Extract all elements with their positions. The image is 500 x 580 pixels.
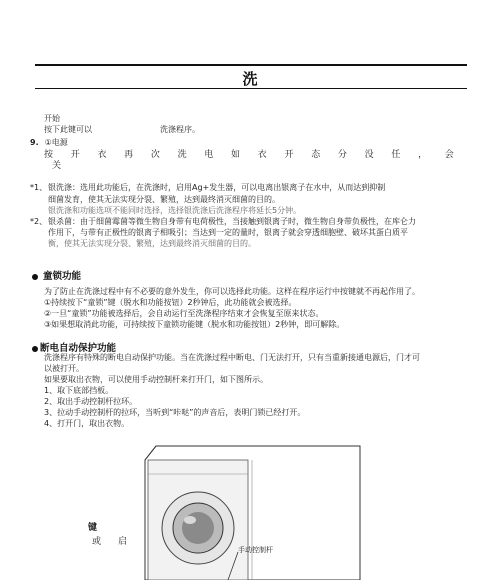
power-off-title: 断电自动保护功能 (40, 343, 117, 354)
bullet-icon (32, 346, 38, 352)
start-line-b: 洗涤程序。 (160, 125, 200, 134)
power-spread-char: 电 (204, 150, 214, 160)
power-spread-char: 如 (231, 150, 241, 160)
child-lock-item: ③如果想取消此功能，可持续按下童锁功能键（脱水和功能按钮）2秒钟，即可解除。 (44, 320, 345, 329)
power-off-step: 1、取下底部挡板。 (44, 386, 114, 395)
power-spread-char: ， (418, 150, 428, 160)
power-heading (30, 137, 68, 148)
child-lock-intro: 为了防止在洗涤过程中有不必要的意外发生，你可以选择此功能。这样在程序运行中按键就不再起作用了。 (44, 287, 420, 296)
power-spread-char: 衣 (257, 150, 267, 160)
note1-line3: 银洗涤和功能选项不能同时选择，选择银洗涤后洗涤程序将延长5分钟。 (48, 206, 302, 215)
power-off-line2: 以被打开。 (44, 364, 84, 373)
note2-line2: 作用下，与带有正极性的银离子相吸引；当达到一定的量时，银离子就会穿透细胞壁、破坏其蛋白质平 (48, 228, 408, 237)
power-spread-char: 按 (44, 150, 54, 160)
figure-label-key: 键 (88, 523, 98, 533)
power-off-step: 4、打开门，取出衣物。 (44, 419, 130, 428)
note2-line3: 衡，使其无法实现分裂、繁殖，达到最终消灭细菌的目的。 (48, 239, 256, 248)
power-spread-char: 分 (337, 150, 347, 160)
figure-label-or: 或 (92, 537, 102, 547)
child-lock-title: 童锁功能 (43, 271, 82, 282)
lever-caption: 手动控制杆 (238, 546, 273, 554)
power-off-line3: 如果要取出衣物，可以使用手动控制杆来打开门，如下图所示。 (44, 375, 268, 384)
power-spread-char: 开 (284, 150, 294, 160)
power-spread-char: 任 (391, 150, 401, 160)
note2-marker: *2、 (30, 217, 48, 226)
note2-line1: 银杀菌：由于细菌霉菌等微生物自身带有电荷极性，当接触到银离子时，微生物自身带负极性，在库仑力 (48, 217, 416, 226)
child-lock-item: ①持续按下“童锁”键（脱水和功能按钮）2秒钟后，此功能就会被选择。 (44, 298, 297, 307)
power-label: 电源 (51, 138, 68, 147)
child-lock-heading (32, 268, 81, 282)
note1-marker: *1、 (30, 183, 48, 192)
power-spread-char: 次 (150, 150, 160, 160)
power-off-step: 2、取出手动控制杆拉环。 (44, 397, 138, 406)
bullet-icon (32, 274, 38, 280)
power-off-line1: 洗涤程序有特殊的断电自动保护功能。当在洗涤过程中断电、门无法打开，只有当重新接通电源后，门才可 (44, 353, 420, 362)
power-icon: ① (44, 138, 52, 147)
start-line-a: 按下此键可以 (44, 125, 92, 134)
power-spread-char: 会 (444, 150, 454, 160)
power-spread-char: 衣 (97, 150, 107, 160)
power-number: 9. (30, 138, 39, 147)
power-spread-line (44, 149, 454, 161)
power-spread-char: 洗 (177, 150, 187, 160)
title-rule (35, 88, 467, 89)
top-rule (35, 64, 467, 66)
note1-line2: 细菌发育，使其无法实现分裂、繁殖，达到最终消灭细菌的目的。 (48, 195, 280, 204)
power-last-line: 关 (52, 161, 62, 171)
note1-line1: 银洗涤：选用此功能后，在洗涤时，启用Ag+发生器，可以电离出银离子在水中，从而达到抑制 (48, 183, 386, 192)
power-spread-char: 没 (364, 150, 374, 160)
page-title: 洗 (242, 70, 258, 88)
power-off-step: 3、拉动手动控制杆的拉环，当听到“咔哒”的声音后，表明门锁已经打开。 (44, 408, 306, 417)
power-spread-char: 开 (70, 150, 80, 160)
start-heading: 开始 (44, 114, 60, 123)
power-spread-char: 再 (124, 150, 134, 160)
washing-machine-illustration (130, 440, 370, 580)
child-lock-item: ②一旦“童锁”功能被选择后，会自动运行至洗涤程序结束才会恢复至原来状态。 (44, 309, 324, 318)
power-spread-char: 态 (311, 150, 321, 160)
figure-label-start: 启 (118, 537, 128, 547)
